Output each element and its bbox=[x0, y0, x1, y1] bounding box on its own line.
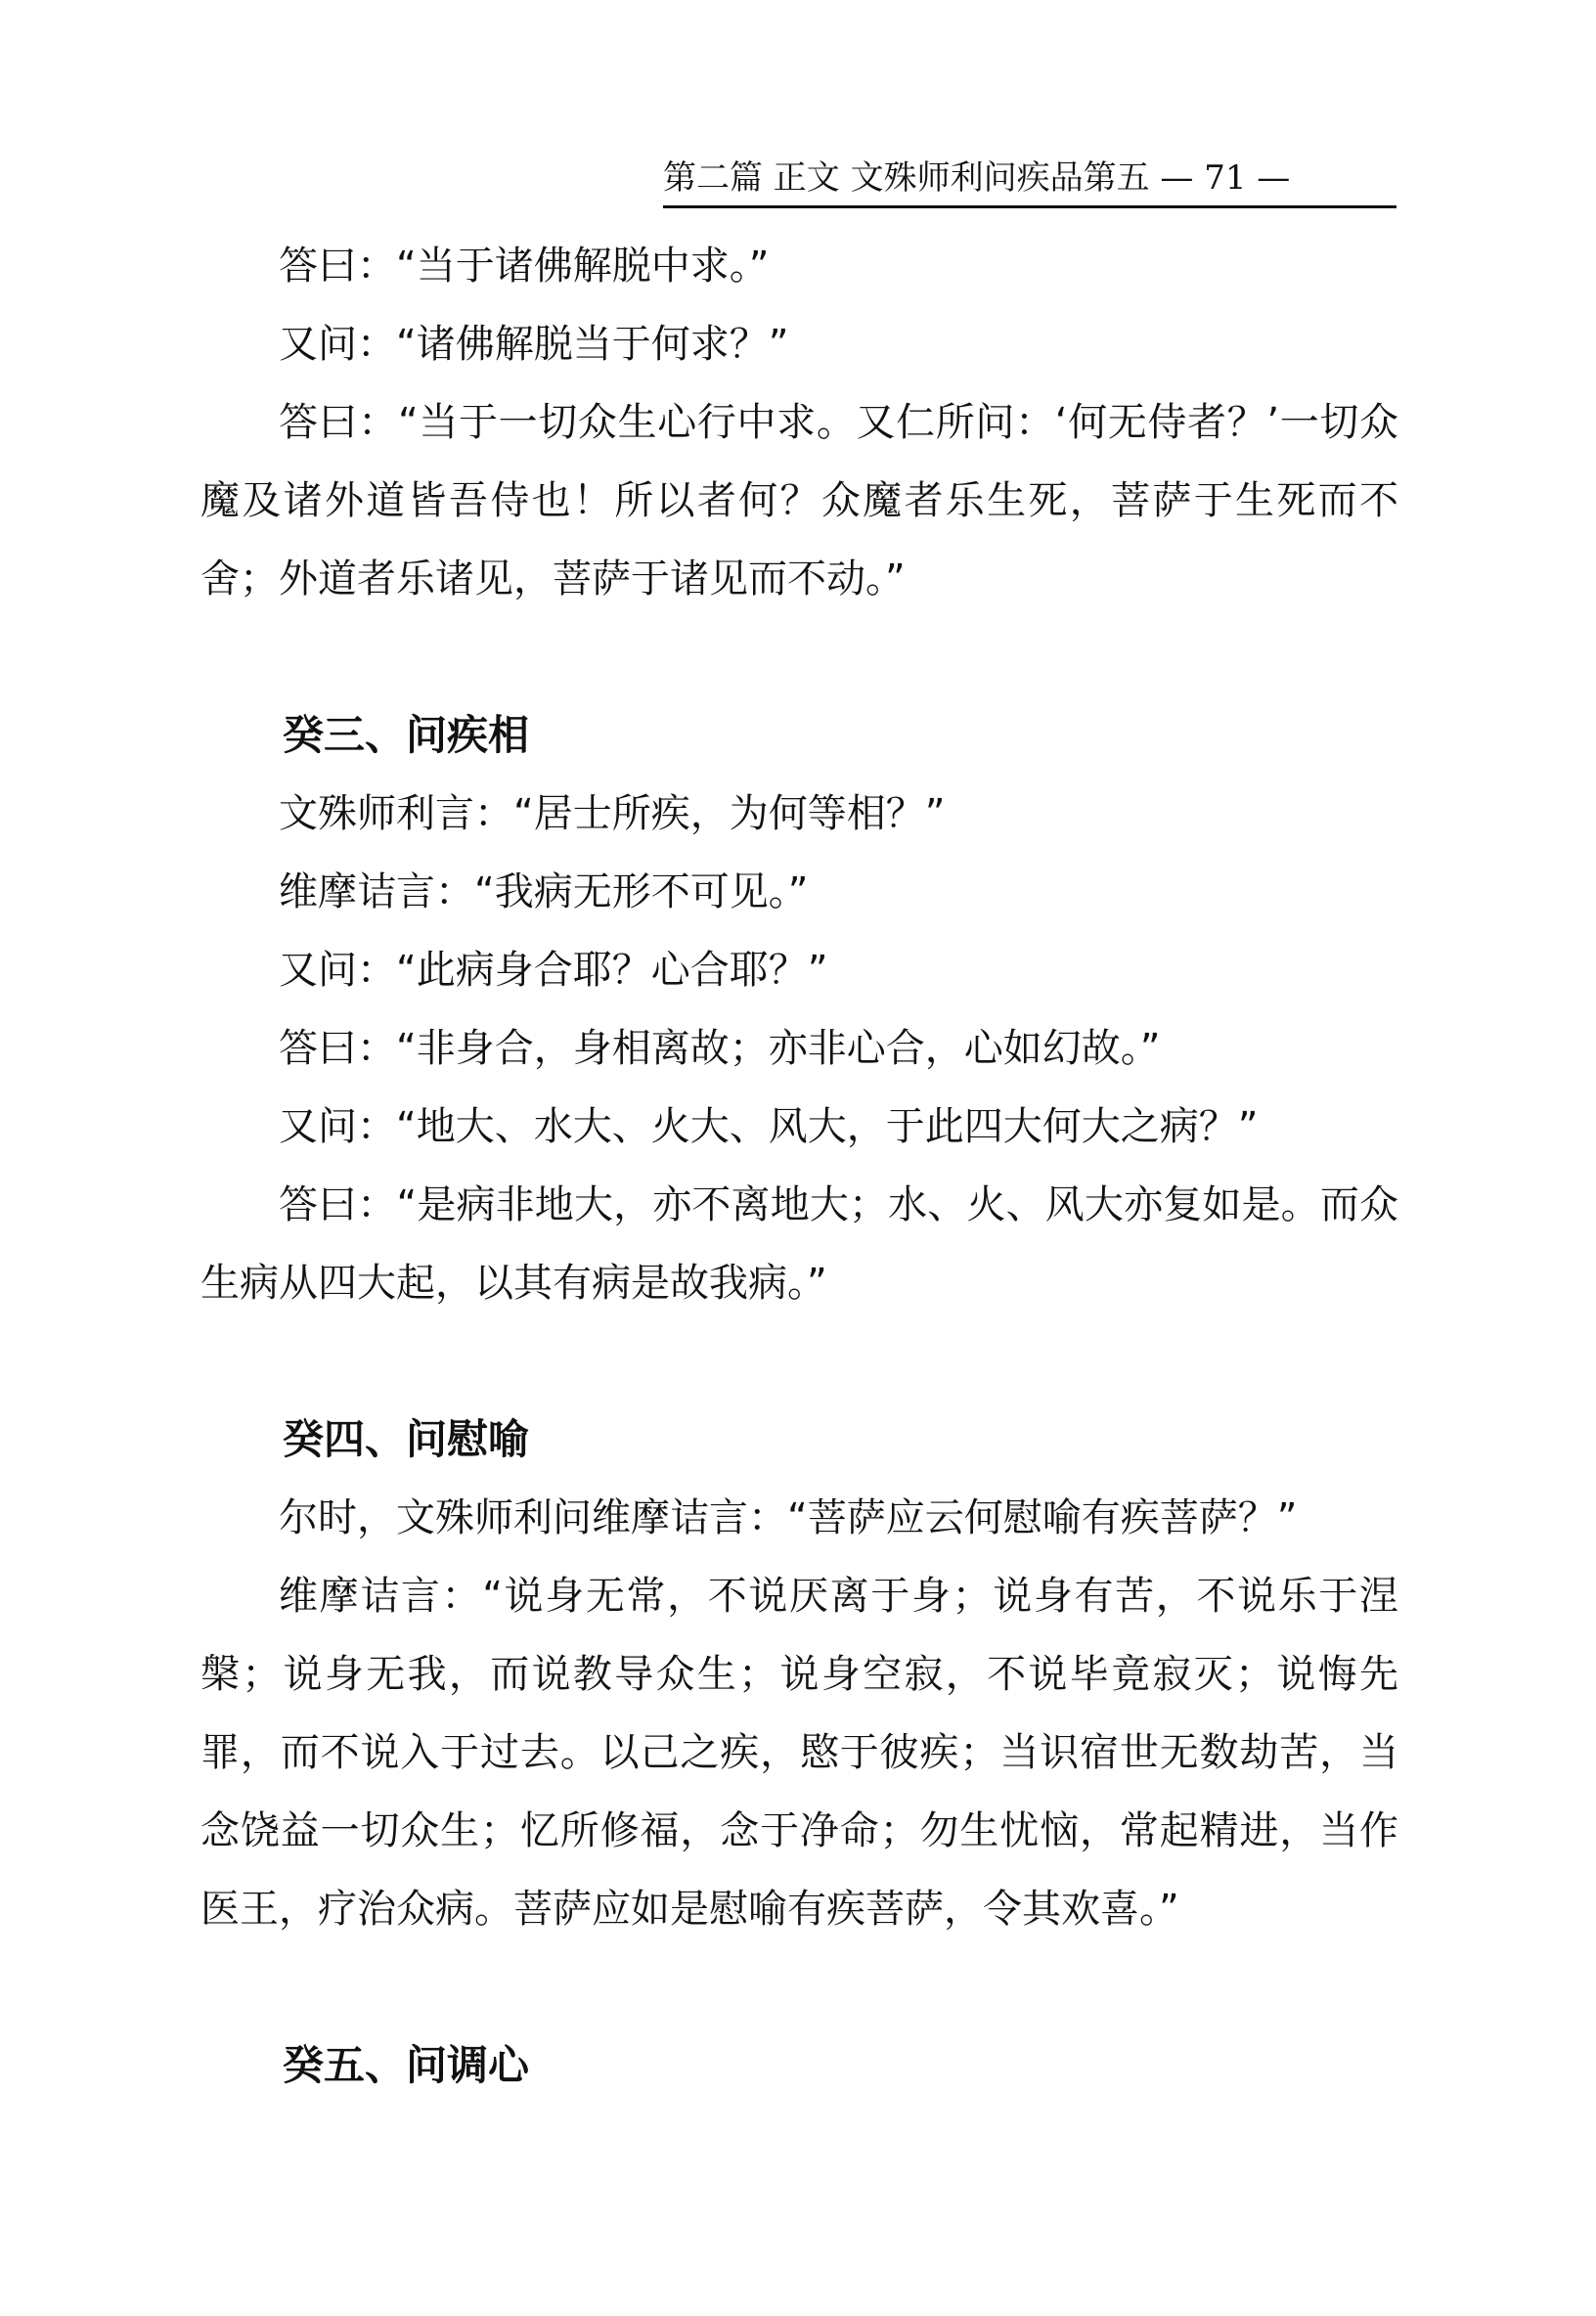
paragraph: 文殊师利言：“居士所疾，为何等相？” bbox=[279, 791, 946, 836]
paragraph: 维摩诘言：“我病无形不可见。” bbox=[279, 869, 809, 914]
running-header-text: 第二篇 正文 文殊师利问疾品第五 — 71 — bbox=[663, 158, 1291, 198]
section-heading: 癸四、问慰喻 bbox=[283, 1415, 530, 1463]
section-heading: 癸三、问疾相 bbox=[283, 711, 530, 759]
paragraph: 答曰：“当于诸佛解脱中求。” bbox=[279, 244, 770, 289]
paragraph: 维摩诘言：“说身无常，不说厌离于身；说身有苦，不说乐于涅槃；说身无我，而说教导众生；说身空寂，不说毕竟寂灭；说悔先罪，而不说入于过去。以己之疾，愍于彼疾；当识宿世无数劫苦，当念饶益一切众生；忆所修福，念于净命；勿生忧恼，常起精进，当作医王，疗治众病。菩萨应如是慰喻有疾菩萨，令其欢喜。” bbox=[200, 1574, 1398, 1932]
paragraph: 又问：“此病身合耶？心合耶？” bbox=[279, 948, 828, 993]
paragraph: 答曰：“是病非地大，亦不离地大；水、火、风大亦复如是。而众生病从四大起，以其有病是故我病。” bbox=[200, 1182, 1398, 1306]
section-heading: 癸五、问调心 bbox=[283, 2041, 530, 2089]
running-header bbox=[663, 156, 1396, 208]
paragraph: 又问：“地大、水大、火大、风大，于此四大何大之病？” bbox=[279, 1104, 1259, 1149]
paragraph: 答曰：“当于一切众生心行中求。又仁所问：‘何无侍者？’一切众魔及诸外道皆吾侍也！所以者何？众魔者乐生死，菩萨于生死而不舍；外道者乐诸见，菩萨于诸见而不动。” bbox=[200, 400, 1398, 601]
paragraph: 又问：“诸佛解脱当于何求？” bbox=[279, 322, 789, 367]
paragraph: 尔时，文殊师利问维摩诘言：“菩萨应云何慰喻有疾菩萨？” bbox=[279, 1495, 1298, 1540]
paragraph: 答曰：“非身合，身相离故；亦非心合，心如幻故。” bbox=[279, 1026, 1161, 1071]
page-body bbox=[200, 227, 1398, 2105]
